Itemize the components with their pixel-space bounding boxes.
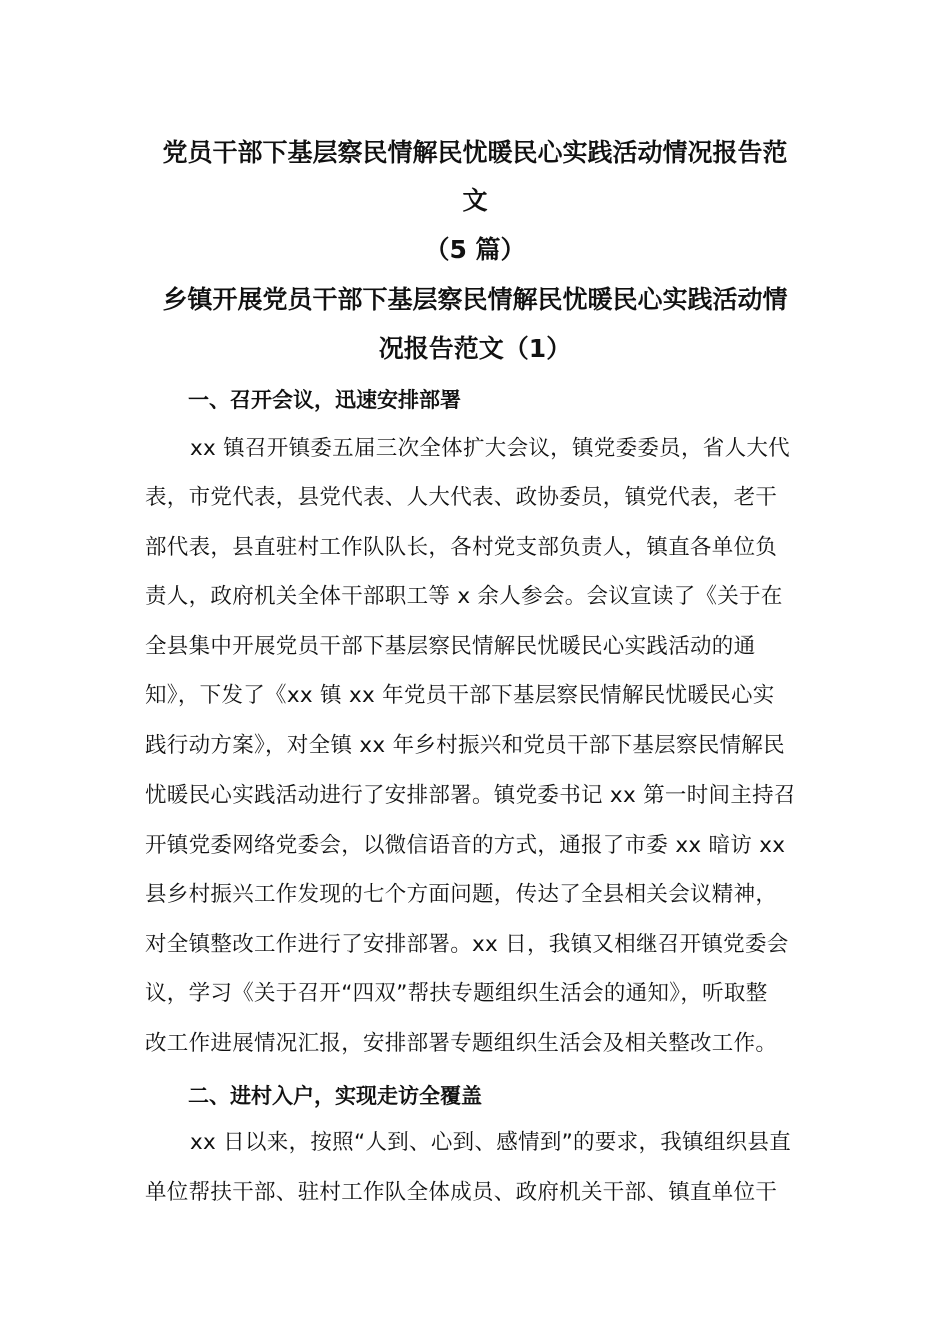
section-2-line: xx 日以来，按照“人到、心到、感情到”的要求，我镇组织县直	[190, 1130, 792, 1155]
section-1-heading: 一、召开会议，迅速安排部署	[188, 388, 461, 412]
section-2-heading: 二、进村入户，实现走访全覆盖	[188, 1084, 482, 1108]
section-2-line: 单位帮扶干部、驻村工作队全体成员、政府机关干部、镇直单位干	[145, 1180, 778, 1205]
section-1-line: 改工作进展情况汇报，安排部署专题组织生活会及相关整改工作。	[145, 1031, 778, 1056]
section-1-line: 部代表，县直驻村工作队队长，各村党支部负责人，镇直各单位负	[145, 535, 778, 560]
section-1-line: 表，市党代表，县党代表、人大代表、政协委员，镇党代表，老干	[145, 485, 778, 510]
section-1-line: xx 镇召开镇委五届三次全体扩大会议，镇党委委员，省人大代	[190, 436, 790, 461]
article-title-line-2: 况报告范文（1）	[378, 334, 572, 363]
section-1-line: 责人，政府机关全体干部职工等 x 余人参会。会议宣读了《关于在	[145, 584, 783, 609]
section-1-line: 忧暖民心实践活动进行了安排部署。镇党委书记 xx 第一时间主持召	[145, 783, 796, 808]
document-title-line-1: 党员干部下基层察民情解民忧暖民心实践活动情况报告范	[162, 138, 788, 167]
document-title-line-3: （5 篇）	[424, 235, 526, 264]
section-1-line: 县乡村振兴工作发现的七个方面问题，传达了全县相关会议精神，	[145, 882, 778, 907]
section-1-line: 开镇党委网络党委会，以微信语音的方式，通报了市委 xx 暗访 xx	[145, 833, 786, 858]
document-title-line-2: 文	[462, 186, 488, 215]
section-1-line: 践行动方案》，对全镇 xx 年乡村振兴和党员干部下基层察民情解民	[145, 733, 785, 758]
section-1-line: 议，学习《关于召开“四双”帮扶专题组织生活会的通知》，听取整	[145, 981, 768, 1006]
section-1-line: 对全镇整改工作进行了安排部署。xx 日，我镇又相继召开镇党委会	[145, 932, 789, 957]
section-1-line: 知》，下发了《xx 镇 xx 年党员干部下基层察民情解民忧暖民心实	[145, 683, 775, 708]
section-1-line: 全县集中开展党员干部下基层察民情解民忧暖民心实践活动的通	[145, 634, 756, 659]
article-title-line-1: 乡镇开展党员干部下基层察民情解民忧暖民心实践活动情	[162, 285, 788, 314]
